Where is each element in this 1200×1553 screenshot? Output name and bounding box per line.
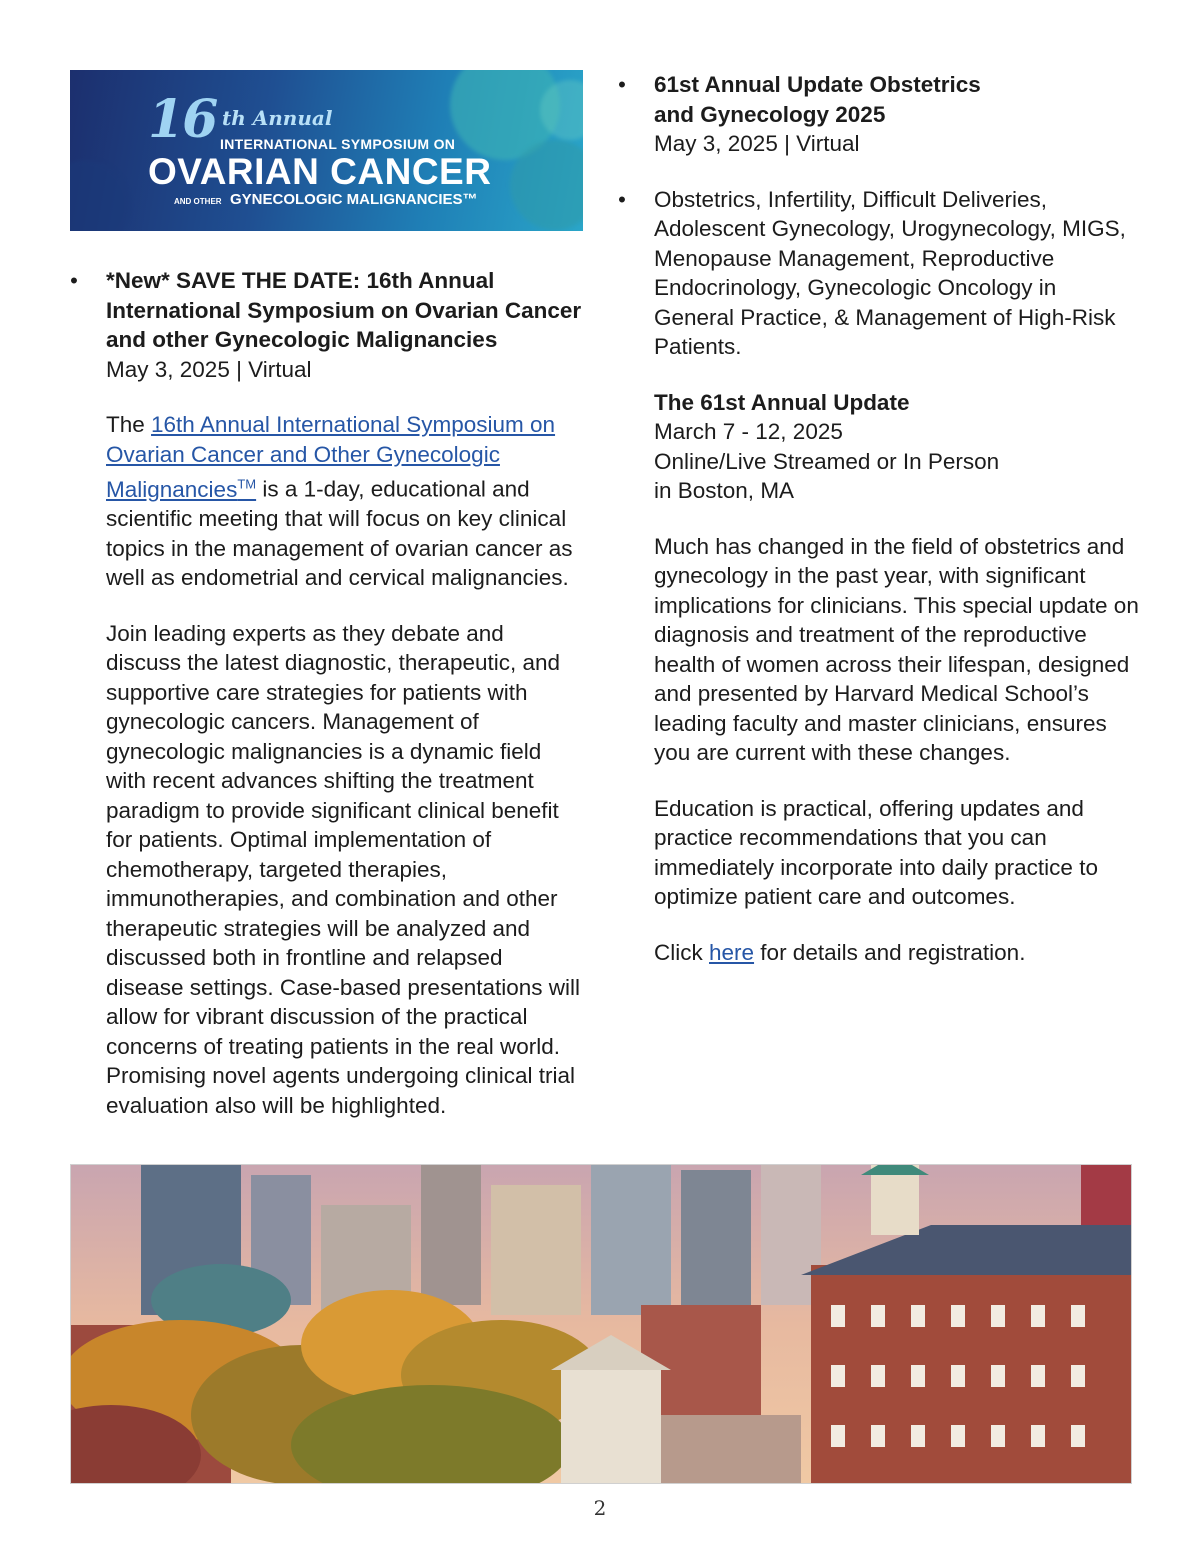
list-item [612, 185, 1142, 968]
event-title: *New* SAVE THE DATE: 16th Annual International Symposium on Ovarian Cancer and other Gynecologic Malignancies [106, 268, 582, 352]
boston-photo [70, 1164, 1132, 1484]
boston-skyline-illustration [71, 1165, 1131, 1483]
update-location: in Boston, MA [654, 478, 795, 503]
event-topics: Obstetrics, Infertility, Difficult Deliveries, Adolescent Gynecology, Urogynecology, MIGS, Menopause Management, Reproductive Endocrinology, Gynecologic Oncology in General Practice, & Management of High-Risk Patients. [654, 186, 1126, 359]
click-prefix: Click [654, 939, 709, 965]
registration-line [654, 938, 1142, 968]
event-title-line1: 61st Annual Update Obstetrics [654, 72, 981, 97]
right-column [612, 70, 1142, 967]
bullet-icon: • [70, 268, 78, 293]
update-title: The 61st Annual Update [654, 389, 910, 415]
event-description: Join leading experts as they debate and discuss the latest diagnostic, therapeutic, and supportive care strategies for patients with gynecologic cancers. Management of gynecologic malignancies is a dynamic field with recent advances shifting the treatment paradigm to provide significant clinical benefit for patients. Optimal implementation of chemotherapy, targeted therapies, immunotherapies, and combination and other therapeutic strategies will be analyzed and discussed both in frontline and relapsed disease settings. Case-based presentations will allow for vibrant discussion of the practical concerns of treating patients in the real world. Promising novel agents undergoing clinical trial evaluation also will be highlighted. [106, 620, 581, 1118]
update-mode: Online/Live Streamed or In Person [654, 448, 1000, 474]
intro-suffix: is a 1-day, educational and scientific meeting that will focus on key clinical topics in the management of ovarian cancer as well as endometrial and cervical malignancies. [106, 476, 573, 590]
list-item [612, 70, 1142, 159]
banner-line1: INTERNATIONAL SYMPOSIUM ON [220, 136, 456, 152]
banner-ordinal: th Annual [222, 106, 333, 130]
banner-line2: OVARIAN CANCER [148, 151, 492, 192]
event-title-line2: and Gynecology 2025 [654, 101, 886, 127]
trademark[interactable]: TM [237, 476, 257, 491]
registration-link[interactable]: here [709, 939, 755, 965]
update-education: Education is practical, offering updates and practice recommendations that you can immediately incorporate into daily practice to optimize patient care and outcomes. [654, 795, 1098, 909]
page-number: 2 [593, 1496, 607, 1520]
event-date: May 3, 2025 | Virtual [654, 131, 860, 156]
banner-line3-small: AND OTHER [174, 197, 222, 206]
list-item [64, 266, 584, 1120]
update-description: Much has changed in the field of obstetrics and gynecology in the past year, with significant implications for clinicians. This special update on diagnosis and treatment of the reproductive health of women across their lifespan, designed and presented by Harvard Medical School’s leading faculty and master clinicians, ensures you are current with these changes. [654, 533, 1139, 765]
banner-decoration [510, 140, 583, 230]
intro-prefix: The [106, 412, 152, 437]
bullet-icon: • [618, 186, 626, 212]
symposium-link-text[interactable]: 16th Annual International Symposium on Ovarian Cancer and Other Gynecologic Malignancies [106, 412, 556, 502]
bullet-icon: • [618, 72, 626, 97]
symposium-banner [70, 70, 583, 231]
banner-line3: GYNECOLOGIC MALIGNANCIES™ [230, 191, 478, 208]
event-date: May 3, 2025 | Virtual [106, 356, 312, 382]
update-dates: March 7 - 12, 2025 [654, 419, 843, 444]
click-suffix: for details and registration. [754, 939, 1026, 965]
banner-decoration [70, 160, 130, 231]
event-intro [106, 410, 584, 593]
banner-number: 16 [148, 89, 217, 150]
left-column [64, 266, 584, 1120]
